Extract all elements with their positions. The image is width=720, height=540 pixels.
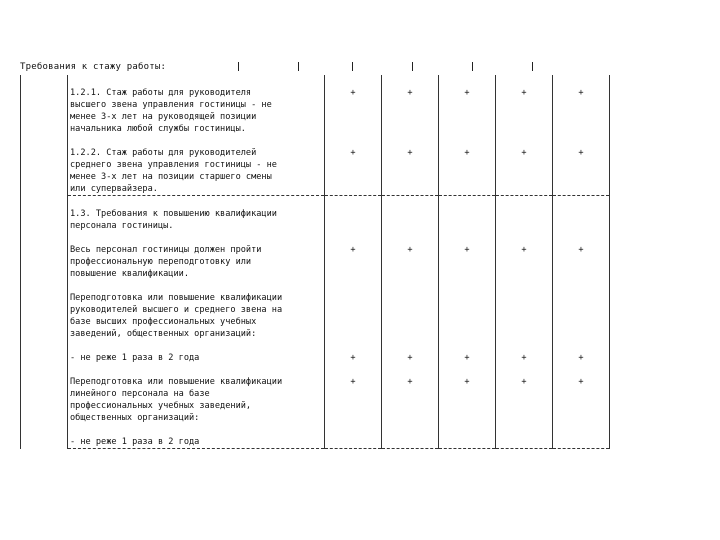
spacer-cell (553, 340, 610, 352)
applicability-mark (439, 208, 496, 232)
spacer-cell (496, 340, 553, 352)
header-divider (298, 62, 299, 71)
spacer-cell (382, 196, 439, 209)
spacer-cell (325, 196, 382, 209)
applicability-mark (382, 436, 439, 449)
spacer-cell (382, 135, 439, 147)
spacer-cell (325, 75, 382, 87)
index-cell (21, 244, 68, 280)
spacer-cell (382, 424, 439, 436)
spacer-cell (496, 75, 553, 87)
requirement-text: - не реже 1 раза в 2 года (68, 352, 325, 364)
table-row (21, 208, 610, 232)
applicability-mark: + (325, 244, 382, 280)
spacer-cell (382, 280, 439, 292)
spacer-cell (325, 424, 382, 436)
spacer-cell (553, 135, 610, 147)
applicability-mark: + (496, 352, 553, 364)
spacer-cell (68, 135, 325, 147)
index-cell (21, 147, 68, 196)
requirements-table (20, 75, 610, 449)
spacer-cell (68, 340, 325, 352)
applicability-mark: + (553, 147, 610, 196)
spacer-cell (325, 364, 382, 376)
applicability-mark (496, 208, 553, 232)
applicability-mark: + (439, 87, 496, 135)
spacer-cell (325, 135, 382, 147)
applicability-mark: + (325, 87, 382, 135)
applicability-mark (325, 208, 382, 232)
spacer-row (21, 135, 610, 147)
applicability-mark: + (439, 244, 496, 280)
spacer-cell (21, 232, 68, 244)
spacer-cell (21, 280, 68, 292)
applicability-mark: + (553, 352, 610, 364)
requirement-text: Переподготовка или повышение квалификации руководителей высшего и среднего звена на базе высших профессиональных учебных заведений, общественных организаций: (68, 292, 325, 340)
spacer-cell (439, 135, 496, 147)
table-row (21, 244, 610, 280)
header-divider (412, 62, 413, 71)
applicability-mark: + (439, 352, 496, 364)
spacer-cell (439, 364, 496, 376)
applicability-mark (382, 208, 439, 232)
applicability-mark (496, 292, 553, 340)
spacer-cell (496, 424, 553, 436)
header-divider (238, 62, 239, 71)
applicability-mark (553, 208, 610, 232)
spacer-cell (496, 364, 553, 376)
table-row (21, 352, 610, 364)
applicability-mark: + (553, 87, 610, 135)
spacer-cell (68, 232, 325, 244)
applicability-mark (553, 436, 610, 449)
spacer-row (21, 364, 610, 376)
header-divider (532, 62, 533, 71)
applicability-mark (382, 292, 439, 340)
requirement-text: 1.3. Требования к повышению квалификации персонала гостиницы. (68, 208, 325, 232)
spacer-cell (439, 424, 496, 436)
applicability-mark: + (553, 244, 610, 280)
table-row (21, 292, 610, 340)
spacer-cell (21, 75, 68, 87)
spacer-cell (439, 340, 496, 352)
spacer-cell (553, 364, 610, 376)
table-row (21, 87, 610, 135)
header-divider (472, 62, 473, 71)
applicability-mark: + (325, 147, 382, 196)
spacer-cell (325, 340, 382, 352)
spacer-cell (21, 340, 68, 352)
spacer-cell (496, 280, 553, 292)
applicability-mark (496, 436, 553, 449)
applicability-mark: + (382, 87, 439, 135)
requirement-text: 1.2.2. Стаж работы для руководителей среднего звена управления гостиницы - не менее 3-х лет на позиции старшего смены или супервайзера. (68, 147, 325, 196)
spacer-cell (439, 280, 496, 292)
spacer-cell (496, 135, 553, 147)
requirement-text: Переподготовка или повышение квалификации линейного персонала на базе профессиональных учебных заведений, общественных организаций: (68, 376, 325, 424)
spacer-cell (553, 196, 610, 209)
applicability-mark: + (496, 87, 553, 135)
spacer-cell (382, 364, 439, 376)
index-cell (21, 376, 68, 424)
spacer-cell (553, 75, 610, 87)
spacer-cell (439, 232, 496, 244)
applicability-mark: + (439, 147, 496, 196)
applicability-mark: + (382, 376, 439, 424)
spacer-cell (21, 196, 68, 209)
applicability-mark (553, 292, 610, 340)
spacer-cell (68, 75, 325, 87)
spacer-cell (68, 280, 325, 292)
applicability-mark: + (496, 147, 553, 196)
applicability-mark: + (382, 147, 439, 196)
spacer-row (21, 340, 610, 352)
spacer-cell (21, 135, 68, 147)
applicability-mark (325, 292, 382, 340)
applicability-mark: + (325, 376, 382, 424)
header-divider (352, 62, 353, 71)
requirement-text: Весь персонал гостиницы должен пройти профессиональную переподготовку или повышение квалификации. (68, 244, 325, 280)
table-row (21, 376, 610, 424)
spacer-row (21, 280, 610, 292)
applicability-mark: + (382, 352, 439, 364)
spacer-cell (325, 280, 382, 292)
index-cell (21, 208, 68, 232)
applicability-mark (325, 436, 382, 449)
spacer-cell (382, 232, 439, 244)
requirement-text: - не реже 1 раза в 2 года (68, 436, 325, 449)
spacer-cell (21, 364, 68, 376)
spacer-row (21, 75, 610, 87)
applicability-mark: + (439, 376, 496, 424)
index-cell (21, 436, 68, 449)
spacer-row (21, 424, 610, 436)
spacer-cell (21, 424, 68, 436)
spacer-cell (553, 424, 610, 436)
spacer-cell (553, 232, 610, 244)
spacer-cell (382, 75, 439, 87)
spacer-cell (496, 232, 553, 244)
spacer-cell (325, 232, 382, 244)
spacer-cell (496, 196, 553, 209)
spacer-row (21, 196, 610, 209)
applicability-mark: + (325, 352, 382, 364)
spacer-cell (68, 424, 325, 436)
index-cell (21, 87, 68, 135)
table-row (21, 436, 610, 449)
requirement-text: 1.2.1. Стаж работы для руководителя высшего звена управления гостиницы - не менее 3-х лет на руководящей позиции начальника любой службы гостиницы. (68, 87, 325, 135)
spacer-row (21, 232, 610, 244)
index-cell (21, 352, 68, 364)
spacer-cell (553, 280, 610, 292)
applicability-mark: + (496, 244, 553, 280)
applicability-mark: + (553, 376, 610, 424)
spacer-cell (68, 364, 325, 376)
applicability-mark (439, 436, 496, 449)
section-title: Требования к стажу работы: (20, 62, 167, 72)
applicability-mark: + (382, 244, 439, 280)
spacer-cell (439, 196, 496, 209)
spacer-cell (382, 340, 439, 352)
applicability-mark: + (496, 376, 553, 424)
spacer-cell (68, 196, 325, 209)
table-row (21, 147, 610, 196)
spacer-cell (439, 75, 496, 87)
index-cell (21, 292, 68, 340)
applicability-mark (439, 292, 496, 340)
